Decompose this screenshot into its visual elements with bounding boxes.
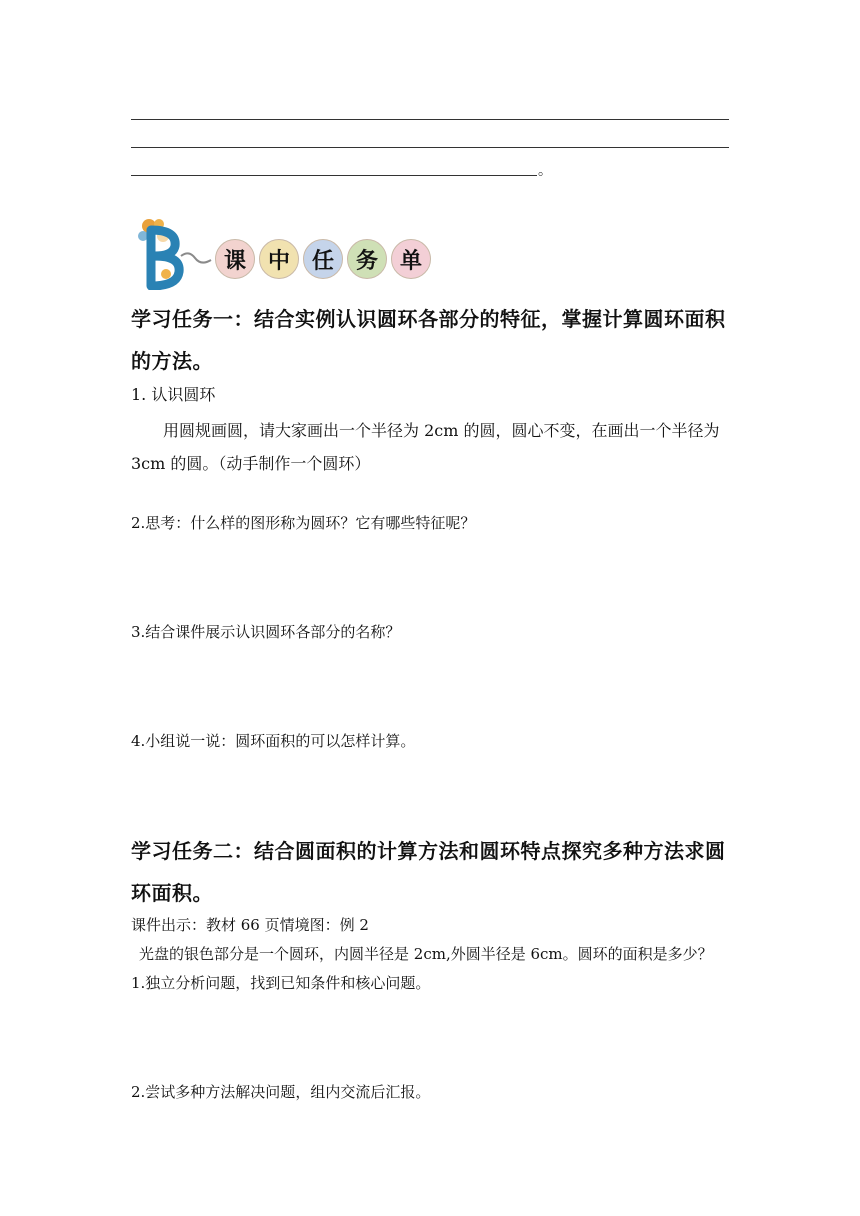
banner-char-3: 任 [303,239,343,279]
answer-period: 。 [538,163,552,179]
answer-blank-line-3 [131,175,537,176]
banner-char-5: 单 [391,239,431,279]
task2-courseware: 课件出示：教材 66 页情境图：例 2 [131,916,369,934]
banner-char-2: 中 [259,239,299,279]
task1-item1-body: 用圆规画圆，请大家画出一个半径为 2cm 的圆，圆心不变，在画出一个半径为 3cm 的圆。（动手制作一个圆环） [131,421,720,473]
banner-char-1: 课 [215,239,255,279]
task2-step1: 1.独立分析问题，找到已知条件和核心问题。 [131,974,431,992]
task1-item1-title: 1. 认识圆环 [131,385,216,404]
task1-item3: 3.结合课件展示认识圆环各部分的名称？ [131,623,401,641]
answer-blank-line-2 [131,147,729,148]
task2-problem: 光盘的银色部分是一个圆环，内圆半径是 2cm,外圆半径是 6cm。圆环的面积是多少？ [139,945,713,963]
answer-blank-line-1 [131,119,729,120]
banner-title [215,239,431,279]
task1-item2: 2.思考：什么样的图形称为圆环？它有哪些特征呢？ [131,514,476,532]
task1-heading: 学习任务一：结合实例认识圆环各部分的特征，掌握计算圆环面积的方法。 [131,307,726,373]
task2-step2: 2.尝试多种方法解决问题，组内交流后汇报。 [131,1083,431,1101]
task2-heading: 学习任务二：结合圆面积的计算方法和圆环特点探究多种方法求圆环面积。 [131,839,726,905]
task1-item4: 4.小组说一说：圆环面积的可以怎样计算。 [131,732,416,750]
banner-char-4: 务 [347,239,387,279]
